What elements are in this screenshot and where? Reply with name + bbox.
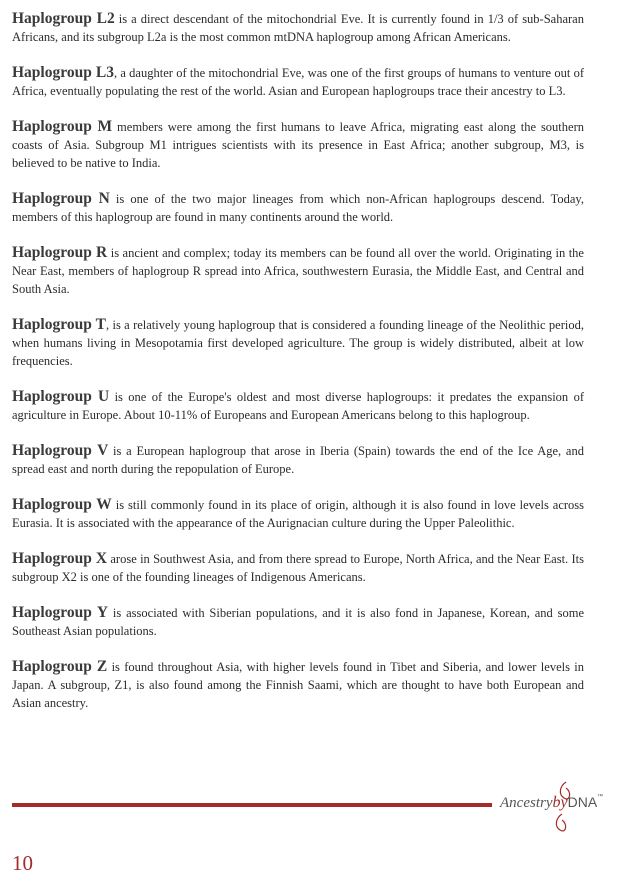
entry-term: Haplogroup W — [12, 495, 112, 513]
entry-haplogroup-u — [12, 388, 584, 425]
entry-term: Haplogroup U — [12, 387, 110, 405]
entry-text: is a European haplogroup that arose in Iberia (Spain) towards the end of the Ice Age, and spread east and north during the repopulation of Europe. — [12, 443, 584, 476]
entry-haplogroup-n — [12, 190, 584, 227]
entry-term: Haplogroup T — [12, 315, 106, 333]
entry-term: Haplogroup L2 — [12, 10, 115, 27]
haplogroup-list — [12, 10, 584, 730]
logo-wordmark — [500, 794, 603, 812]
entry-haplogroup-v — [12, 442, 584, 479]
entry-term: Haplogroup Z — [12, 657, 108, 675]
entry-haplogroup-t — [12, 316, 584, 371]
entry-text: is ancient and complex; today its members can be found all over the world. Originating in the Near East, members of haplogroup R spread into Africa, southwestern Eurasia, the Middle East, and Central and South Asia. — [12, 245, 584, 296]
entry-text: members were among the first humans to leave Africa, migrating east along the southern coasts of Asia. Subgroup M1 intrigues scientists with its presence in East Africa; another subgroup, M3, is believed to be native to India. — [12, 120, 584, 170]
entry-text: is one of the Europe's oldest and most diverse haplogroups: it predates the expansion of agriculture in Europe. About 10-11% of Europeans and European Americans belong to this haplogroup. — [12, 389, 584, 422]
entry-haplogroup-y — [12, 604, 584, 641]
entry-term: Haplogroup Y — [12, 603, 109, 621]
logo-trademark: ™ — [597, 794, 604, 800]
entry-haplogroup-l3 — [12, 64, 584, 101]
entry-text: , a daughter of the mitochondrial Eve, was one of the first groups of humans to venture out of Africa, eventually populating the rest of the world. Asian and European haplogroups trace their ancestry to L3. — [12, 66, 584, 98]
logo-by: by — [552, 794, 568, 811]
logo-dna: DNA — [567, 794, 598, 810]
entry-text: is found throughout Asia, with higher levels found in Tibet and Siberia, and lower levels in Japan. A subgroup, Z1, is also found among the Finnish Saami, which are thought to have both European and Asian ancestry. — [12, 659, 584, 710]
entry-haplogroup-x — [12, 550, 584, 587]
ancestry-by-dna-logo — [496, 780, 636, 836]
page-number: 10 — [12, 851, 33, 875]
entry-text: is a direct descendant of the mitochondrial Eve. It is currently found in 1/3 of sub-Saharan Africans, and its subgroup L2a is the most common mtDNA haplogroup among African Americans. — [12, 12, 584, 44]
entry-text: arose in Southwest Asia, and from there spread to Europe, North Africa, and the Near East. Its subgroup X2 is one of the founding lineages of Indigenous Americans. — [12, 551, 584, 584]
entry-term: Haplogroup X — [12, 549, 108, 567]
entry-text: is one of the two major lineages from which non-African haplogroups descend. Today, members of this haplogroup are found in many continents around the world. — [12, 191, 584, 224]
entry-term: Haplogroup V — [12, 441, 109, 459]
entry-term: Haplogroup R — [12, 243, 108, 261]
entry-haplogroup-l2 — [12, 10, 584, 47]
entry-haplogroup-r — [12, 244, 584, 299]
entry-term: Haplogroup N — [12, 189, 110, 207]
footer-divider — [12, 803, 492, 807]
entry-text: , is a relatively young haplogroup that is considered a founding lineage of the Neolithic period, when humans living in Mesopotamia first developed agriculture. The group is widely distributed, albeit at low frequencies. — [12, 317, 584, 368]
entry-term: Haplogroup L3 — [12, 64, 114, 81]
entry-haplogroup-z — [12, 658, 584, 713]
entry-text: is associated with Siberian populations, and it is also fond in Japanese, Korean, and some Southeast Asian populations. — [12, 605, 584, 638]
logo-ancestry: Ancestry — [500, 795, 553, 811]
entry-term: Haplogroup M — [12, 118, 113, 135]
entry-haplogroup-m — [12, 118, 584, 173]
entry-text: is still commonly found in its place of origin, although it is also found in love levels across Eurasia. It is associated with the appearance of the Aurignacian culture during the Upper Paleolithic. — [12, 497, 585, 530]
entry-haplogroup-w — [12, 496, 584, 533]
